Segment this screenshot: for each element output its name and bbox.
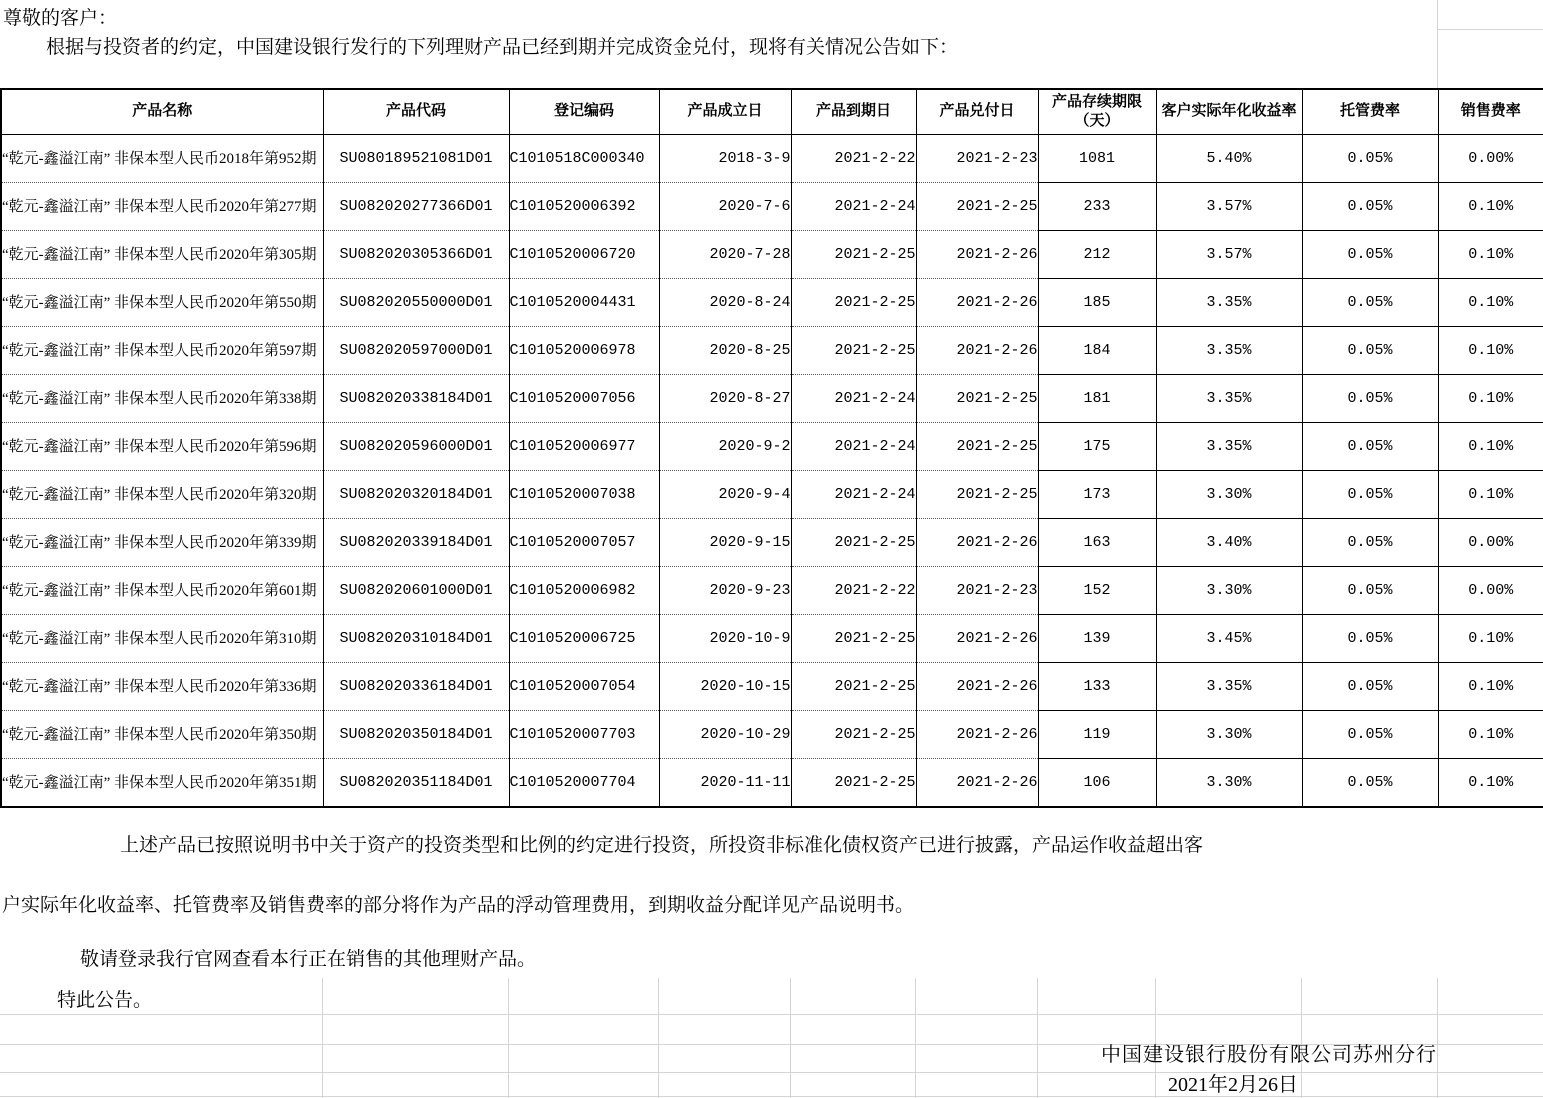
cell-inception-date: 2020-10-15 bbox=[659, 663, 791, 711]
cell-product-name: “乾元-鑫溢江南” 非保本型人民币2020年第336期 bbox=[1, 663, 323, 711]
table-row bbox=[1, 711, 1543, 759]
cell-sales-fee: 0.10% bbox=[1438, 663, 1543, 711]
cell-custody-fee: 0.05% bbox=[1302, 327, 1438, 375]
cell-maturity-date: 2021-2-25 bbox=[791, 279, 916, 327]
cell-maturity-date: 2021-2-24 bbox=[791, 471, 916, 519]
table-row bbox=[1, 471, 1543, 519]
cell-sales-fee: 0.00% bbox=[1438, 135, 1543, 183]
cell-annualized-return: 3.35% bbox=[1156, 279, 1302, 327]
cell-custody-fee: 0.05% bbox=[1302, 183, 1438, 231]
cell-inception-date: 2020-9-15 bbox=[659, 519, 791, 567]
cell-maturity-date: 2021-2-25 bbox=[791, 663, 916, 711]
matured-products-table bbox=[0, 88, 1543, 808]
spreadsheet-gridline bbox=[0, 1072, 1543, 1073]
column-header-2: 产品代码 bbox=[323, 89, 509, 135]
cell-annualized-return: 3.35% bbox=[1156, 663, 1302, 711]
cell-duration-days: 139 bbox=[1038, 615, 1156, 663]
cell-sales-fee: 0.10% bbox=[1438, 279, 1543, 327]
cell-inception-date: 2020-10-9 bbox=[659, 615, 791, 663]
spreadsheet-gridline bbox=[508, 978, 509, 1098]
column-header-1: 产品名称 bbox=[1, 89, 323, 135]
table-row bbox=[1, 663, 1543, 711]
cell-payment-date: 2021-2-26 bbox=[916, 615, 1038, 663]
cell-inception-date: 2020-7-6 bbox=[659, 183, 791, 231]
cell-annualized-return: 3.40% bbox=[1156, 519, 1302, 567]
cell-maturity-date: 2021-2-25 bbox=[791, 231, 916, 279]
table-row bbox=[1, 375, 1543, 423]
table-body bbox=[1, 135, 1543, 808]
disclosure-note-line1: 上述产品已按照说明书中关于资产的投资类型和比例的约定进行投资，所投资非标准化债权资产已进行披露，产品运作收益超出客 bbox=[120, 835, 1204, 856]
spreadsheet-gridline bbox=[915, 978, 916, 1098]
spreadsheet-gridline bbox=[658, 978, 659, 1098]
cell-registration-code: C1010518C000340 bbox=[509, 135, 659, 183]
cell-payment-date: 2021-2-25 bbox=[916, 375, 1038, 423]
cell-payment-date: 2021-2-23 bbox=[916, 135, 1038, 183]
cell-duration-days: 163 bbox=[1038, 519, 1156, 567]
cell-registration-code: C1010520006392 bbox=[509, 183, 659, 231]
issuer-name: 中国建设银行股份有限公司苏州分行 bbox=[1101, 1044, 1437, 1066]
cell-sales-fee: 0.10% bbox=[1438, 759, 1543, 808]
cell-product-name: “乾元-鑫溢江南” 非保本型人民币2020年第350期 bbox=[1, 711, 323, 759]
cell-duration-days: 119 bbox=[1038, 711, 1156, 759]
cell-product-name: “乾元-鑫溢江南” 非保本型人民币2020年第339期 bbox=[1, 519, 323, 567]
cell-payment-date: 2021-2-23 bbox=[916, 567, 1038, 615]
cell-payment-date: 2021-2-26 bbox=[916, 519, 1038, 567]
cell-product-name: “乾元-鑫溢江南” 非保本型人民币2020年第320期 bbox=[1, 471, 323, 519]
cell-payment-date: 2021-2-26 bbox=[916, 279, 1038, 327]
cell-product-name: “乾元-鑫溢江南” 非保本型人民币2020年第550期 bbox=[1, 279, 323, 327]
cell-registration-code: C1010520007038 bbox=[509, 471, 659, 519]
cell-inception-date: 2020-8-27 bbox=[659, 375, 791, 423]
column-header-5: 产品到期日 bbox=[791, 89, 916, 135]
column-header-4: 产品成立日 bbox=[659, 89, 791, 135]
cell-product-code: SU082020597000D01 bbox=[323, 327, 509, 375]
cell-sales-fee: 0.10% bbox=[1438, 183, 1543, 231]
cell-product-code: SU082020310184D01 bbox=[323, 615, 509, 663]
cell-payment-date: 2021-2-25 bbox=[916, 471, 1038, 519]
spreadsheet-gridline bbox=[1037, 978, 1038, 1098]
cell-product-name: “乾元-鑫溢江南” 非保本型人民币2020年第596期 bbox=[1, 423, 323, 471]
cell-duration-days: 181 bbox=[1038, 375, 1156, 423]
spreadsheet-gridline bbox=[322, 978, 323, 1098]
cell-inception-date: 2020-10-29 bbox=[659, 711, 791, 759]
table-row bbox=[1, 327, 1543, 375]
disclosure-note-line2: 户实际年化收益率、托管费率及销售费率的部分将作为产品的浮动管理费用，到期收益分配详见产品说明书。 bbox=[2, 895, 915, 916]
cell-registration-code: C1010520007054 bbox=[509, 663, 659, 711]
cell-sales-fee: 0.10% bbox=[1438, 327, 1543, 375]
cell-product-name: “乾元-鑫溢江南” 非保本型人民币2020年第277期 bbox=[1, 183, 323, 231]
cell-payment-date: 2021-2-26 bbox=[916, 327, 1038, 375]
cell-custody-fee: 0.05% bbox=[1302, 663, 1438, 711]
cell-product-code: SU080189521081D01 bbox=[323, 135, 509, 183]
cell-registration-code: C1010520006725 bbox=[509, 615, 659, 663]
cell-payment-date: 2021-2-25 bbox=[916, 183, 1038, 231]
column-header-9: 托管费率 bbox=[1302, 89, 1438, 135]
table-row bbox=[1, 231, 1543, 279]
cell-inception-date: 2020-9-2 bbox=[659, 423, 791, 471]
cell-product-code: SU082020601000D01 bbox=[323, 567, 509, 615]
cell-inception-date: 2020-8-25 bbox=[659, 327, 791, 375]
cell-duration-days: 133 bbox=[1038, 663, 1156, 711]
cell-inception-date: 2020-9-4 bbox=[659, 471, 791, 519]
cell-product-code: SU082020351184D01 bbox=[323, 759, 509, 808]
cell-inception-date: 2020-9-23 bbox=[659, 567, 791, 615]
cell-product-code: SU082020550000D01 bbox=[323, 279, 509, 327]
cell-maturity-date: 2021-2-24 bbox=[791, 375, 916, 423]
cell-payment-date: 2021-2-26 bbox=[916, 759, 1038, 808]
cell-inception-date: 2018-3-9 bbox=[659, 135, 791, 183]
cell-duration-days: 212 bbox=[1038, 231, 1156, 279]
cell-annualized-return: 3.35% bbox=[1156, 327, 1302, 375]
cell-product-name: “乾元-鑫溢江南” 非保本型人民币2020年第601期 bbox=[1, 567, 323, 615]
cell-annualized-return: 3.30% bbox=[1156, 759, 1302, 808]
table-row bbox=[1, 615, 1543, 663]
cell-payment-date: 2021-2-26 bbox=[916, 663, 1038, 711]
cell-registration-code: C1010520007703 bbox=[509, 711, 659, 759]
cell-annualized-return: 3.30% bbox=[1156, 711, 1302, 759]
column-header-7: 产品存续期限（天） bbox=[1038, 89, 1156, 135]
cell-payment-date: 2021-2-25 bbox=[916, 423, 1038, 471]
table-row bbox=[1, 183, 1543, 231]
cell-custody-fee: 0.05% bbox=[1302, 615, 1438, 663]
cell-annualized-return: 5.40% bbox=[1156, 135, 1302, 183]
cell-sales-fee: 0.10% bbox=[1438, 231, 1543, 279]
cell-annualized-return: 3.35% bbox=[1156, 423, 1302, 471]
cell-custody-fee: 0.05% bbox=[1302, 567, 1438, 615]
cell-inception-date: 2020-7-28 bbox=[659, 231, 791, 279]
cell-maturity-date: 2021-2-24 bbox=[791, 183, 916, 231]
cell-maturity-date: 2021-2-24 bbox=[791, 423, 916, 471]
cell-duration-days: 185 bbox=[1038, 279, 1156, 327]
cell-sales-fee: 0.00% bbox=[1438, 567, 1543, 615]
cell-custody-fee: 0.05% bbox=[1302, 135, 1438, 183]
cell-product-name: “乾元-鑫溢江南” 非保本型人民币2020年第351期 bbox=[1, 759, 323, 808]
cell-payment-date: 2021-2-26 bbox=[916, 231, 1038, 279]
cell-registration-code: C1010520006977 bbox=[509, 423, 659, 471]
table-row bbox=[1, 135, 1543, 183]
table-header-row bbox=[1, 89, 1543, 135]
cell-sales-fee: 0.10% bbox=[1438, 471, 1543, 519]
cell-duration-days: 106 bbox=[1038, 759, 1156, 808]
issue-date: 2021年2月26日 bbox=[1168, 1074, 1298, 1096]
cell-sales-fee: 0.00% bbox=[1438, 519, 1543, 567]
cell-maturity-date: 2021-2-25 bbox=[791, 615, 916, 663]
spreadsheet-gridline bbox=[790, 978, 791, 1098]
cell-annualized-return: 3.30% bbox=[1156, 471, 1302, 519]
cell-custody-fee: 0.05% bbox=[1302, 279, 1438, 327]
cell-sales-fee: 0.10% bbox=[1438, 615, 1543, 663]
column-header-10: 销售费率 bbox=[1438, 89, 1543, 135]
cell-maturity-date: 2021-2-25 bbox=[791, 711, 916, 759]
cell-annualized-return: 3.57% bbox=[1156, 183, 1302, 231]
cell-custody-fee: 0.05% bbox=[1302, 375, 1438, 423]
greeting-text: 尊敬的客户： bbox=[3, 8, 118, 29]
spreadsheet-gridline bbox=[1437, 29, 1543, 30]
cell-annualized-return: 3.35% bbox=[1156, 375, 1302, 423]
cell-custody-fee: 0.05% bbox=[1302, 519, 1438, 567]
cell-annualized-return: 3.45% bbox=[1156, 615, 1302, 663]
cell-registration-code: C1010520006982 bbox=[509, 567, 659, 615]
cell-custody-fee: 0.05% bbox=[1302, 471, 1438, 519]
cell-duration-days: 152 bbox=[1038, 567, 1156, 615]
table-row bbox=[1, 519, 1543, 567]
cell-duration-days: 175 bbox=[1038, 423, 1156, 471]
cell-registration-code: C1010520006978 bbox=[509, 327, 659, 375]
cell-custody-fee: 0.05% bbox=[1302, 231, 1438, 279]
cell-maturity-date: 2021-2-25 bbox=[791, 519, 916, 567]
cell-registration-code: C1010520007056 bbox=[509, 375, 659, 423]
cell-registration-code: C1010520006720 bbox=[509, 231, 659, 279]
cell-product-code: SU082020277366D01 bbox=[323, 183, 509, 231]
cell-product-code: SU082020338184D01 bbox=[323, 375, 509, 423]
cell-inception-date: 2020-11-11 bbox=[659, 759, 791, 808]
spreadsheet-gridline bbox=[1437, 978, 1438, 1098]
cell-product-name: “乾元-鑫溢江南” 非保本型人民币2020年第310期 bbox=[1, 615, 323, 663]
cell-duration-days: 173 bbox=[1038, 471, 1156, 519]
cell-registration-code: C1010520007704 bbox=[509, 759, 659, 808]
spreadsheet-gridline bbox=[1437, 0, 1438, 88]
cell-sales-fee: 0.10% bbox=[1438, 375, 1543, 423]
cell-product-code: SU082020350184D01 bbox=[323, 711, 509, 759]
cell-duration-days: 184 bbox=[1038, 327, 1156, 375]
cell-payment-date: 2021-2-26 bbox=[916, 711, 1038, 759]
cell-annualized-return: 3.30% bbox=[1156, 567, 1302, 615]
cell-product-name: “乾元-鑫溢江南” 非保本型人民币2020年第338期 bbox=[1, 375, 323, 423]
cell-maturity-date: 2021-2-25 bbox=[791, 327, 916, 375]
cell-maturity-date: 2021-2-25 bbox=[791, 759, 916, 808]
cell-registration-code: C1010520007057 bbox=[509, 519, 659, 567]
cell-registration-code: C1010520004431 bbox=[509, 279, 659, 327]
column-header-3: 登记编码 bbox=[509, 89, 659, 135]
closing-text: 特此公告。 bbox=[57, 990, 153, 1011]
spreadsheet-gridline bbox=[0, 1096, 1543, 1097]
cta-text: 敬请登录我行官网查看本行正在销售的其他理财产品。 bbox=[80, 949, 537, 970]
cell-custody-fee: 0.05% bbox=[1302, 423, 1438, 471]
cell-product-name: “乾元-鑫溢江南” 非保本型人民币2018年第952期 bbox=[1, 135, 323, 183]
cell-custody-fee: 0.05% bbox=[1302, 711, 1438, 759]
cell-product-code: SU082020305366D01 bbox=[323, 231, 509, 279]
cell-sales-fee: 0.10% bbox=[1438, 711, 1543, 759]
table-row bbox=[1, 759, 1543, 808]
cell-product-code: SU082020596000D01 bbox=[323, 423, 509, 471]
intro-text: 根据与投资者的约定，中国建设银行发行的下列理财产品已经到期并完成资金兑付，现将有关情况公告如下： bbox=[46, 37, 959, 58]
table-row bbox=[1, 279, 1543, 327]
spreadsheet-gridline bbox=[0, 1014, 1543, 1015]
cell-product-name: “乾元-鑫溢江南” 非保本型人民币2020年第305期 bbox=[1, 231, 323, 279]
column-header-6: 产品兑付日 bbox=[916, 89, 1038, 135]
column-header-8: 客户实际年化收益率 bbox=[1156, 89, 1302, 135]
cell-product-code: SU082020320184D01 bbox=[323, 471, 509, 519]
cell-product-name: “乾元-鑫溢江南” 非保本型人民币2020年第597期 bbox=[1, 327, 323, 375]
cell-sales-fee: 0.10% bbox=[1438, 423, 1543, 471]
cell-annualized-return: 3.57% bbox=[1156, 231, 1302, 279]
cell-maturity-date: 2021-2-22 bbox=[791, 135, 916, 183]
table-row bbox=[1, 423, 1543, 471]
cell-duration-days: 1081 bbox=[1038, 135, 1156, 183]
cell-duration-days: 233 bbox=[1038, 183, 1156, 231]
cell-custody-fee: 0.05% bbox=[1302, 759, 1438, 808]
cell-product-code: SU082020336184D01 bbox=[323, 663, 509, 711]
cell-product-code: SU082020339184D01 bbox=[323, 519, 509, 567]
cell-maturity-date: 2021-2-22 bbox=[791, 567, 916, 615]
cell-inception-date: 2020-8-24 bbox=[659, 279, 791, 327]
table-row bbox=[1, 567, 1543, 615]
